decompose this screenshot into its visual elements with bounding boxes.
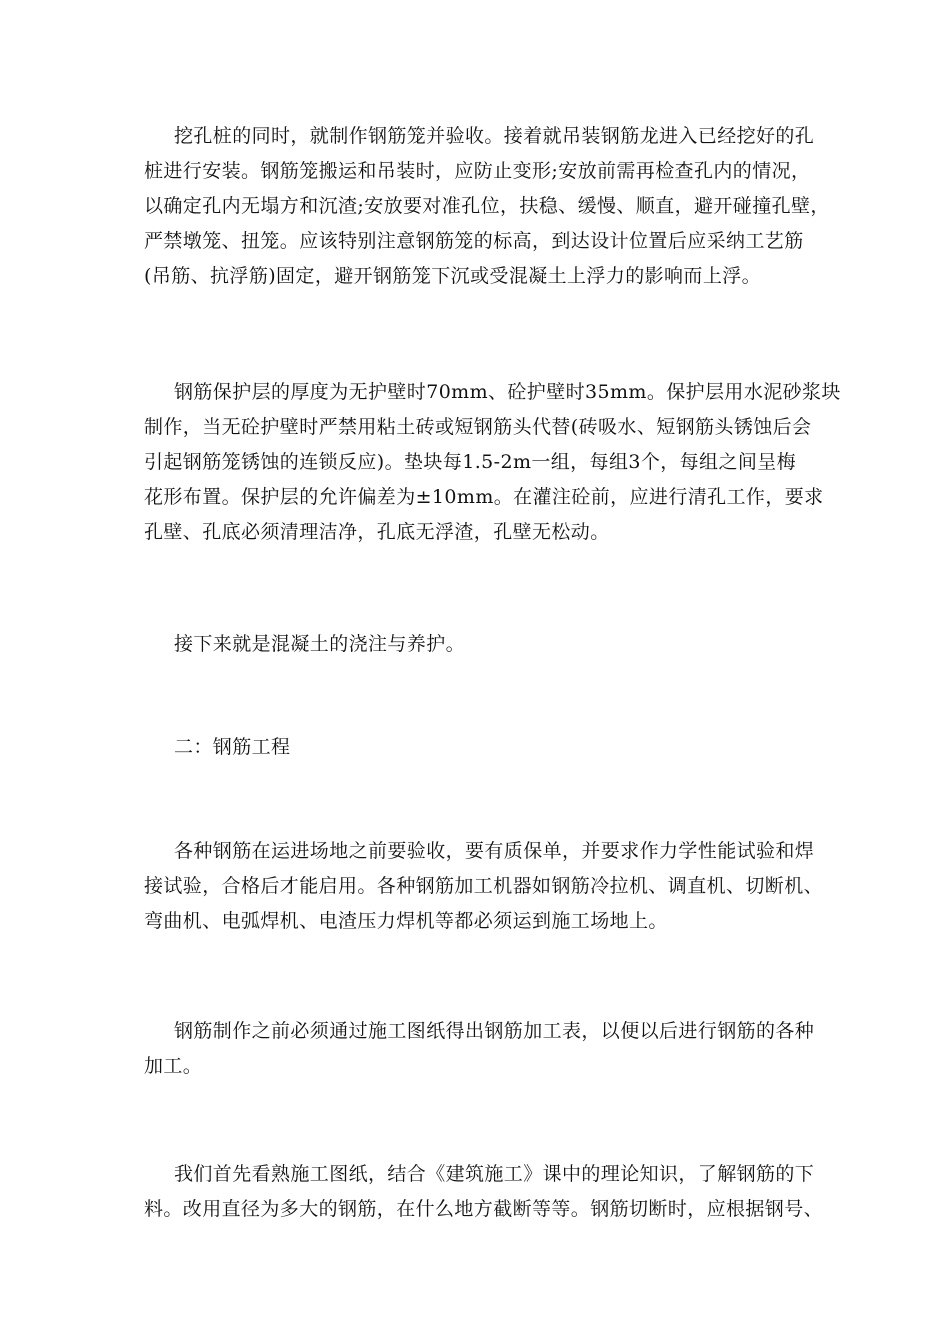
paragraph-line: 料。改用直径为多大的钢筋，在什么地方截断等等。钢筋切断时，应根据钢号、	[144, 1198, 824, 1220]
paragraph-line: 各种钢筋在运进场地之前要验收，要有质保单，并要求作力学性能试验和焊	[174, 840, 815, 862]
paragraph-line: (吊筋、抗浮筋)固定，避开钢筋笼下沉或受混凝土上浮力的影响而上浮。	[144, 265, 762, 287]
paragraph-concrete-pouring	[144, 627, 810, 662]
paragraph-line: 严禁墩笼、扭笼。应该特别注意钢筋笼的标高，到达设计位置后应采纳工艺筋	[144, 230, 804, 252]
paragraph-rebar-schedule	[144, 1014, 815, 1084]
paragraph-line: 以确定孔内无塌方和沉渣;安放要对准孔位，扶稳、缓慢、顺直，避开碰撞孔壁，	[144, 195, 830, 217]
paragraph-drawing-study	[144, 1157, 824, 1227]
paragraph-line: 引起钢筋笼锈蚀的连锁反应)。垫块每1.5-2m一组，每组3个，每组之间呈梅	[144, 451, 797, 473]
paragraph-line: 挖孔桩的同时，就制作钢筋笼并验收。接着就吊装钢筋龙进入已经挖好的孔	[174, 125, 815, 147]
paragraph-line: 孔壁、孔底必须清理洁净，孔底无浮渣，孔壁无松动。	[144, 521, 610, 543]
paragraph-line: 钢筋保护层的厚度为无护壁时70mm、砼护壁时35mm。保护层用水泥砂浆块	[174, 381, 841, 403]
paragraph-line: 接下来就是混凝土的浇注与养护。	[174, 633, 466, 655]
paragraph-protective-layer	[144, 375, 841, 550]
paragraph-rebar-acceptance	[144, 834, 824, 939]
paragraph-line: 钢筋制作之前必须通过施工图纸得出钢筋加工表，以便以后进行钢筋的各种	[174, 1020, 815, 1042]
paragraph-line: 桩进行安装。钢筋笼搬运和吊装时，应防止变形;安放前需再检查孔内的情况，	[144, 160, 811, 182]
paragraph-rebar-cage-installation	[144, 119, 830, 294]
section-heading-text: 二：钢筋工程	[174, 736, 291, 758]
paragraph-line: 制作，当无砼护壁时严禁用粘土砖或短钢筋头代替(砖吸水、短钢筋头锈蚀后会	[144, 416, 812, 438]
section-heading-rebar-engineering	[144, 730, 810, 765]
paragraph-line: 加工。	[144, 1055, 203, 1077]
paragraph-line: 花形布置。保护层的允许偏差为±10mm。在灌注砼前，应进行清孔工作，要求	[144, 486, 824, 508]
paragraph-line: 我们首先看熟施工图纸，结合《建筑施工》课中的理论知识，了解钢筋的下	[174, 1163, 815, 1185]
paragraph-line: 弯曲机、电弧焊机、电渣压力焊机等都必须运到施工场地上。	[144, 910, 668, 932]
paragraph-line: 接试验，合格后才能启用。各种钢筋加工机器如钢筋冷拉机、调直机、切断机、	[144, 875, 824, 897]
